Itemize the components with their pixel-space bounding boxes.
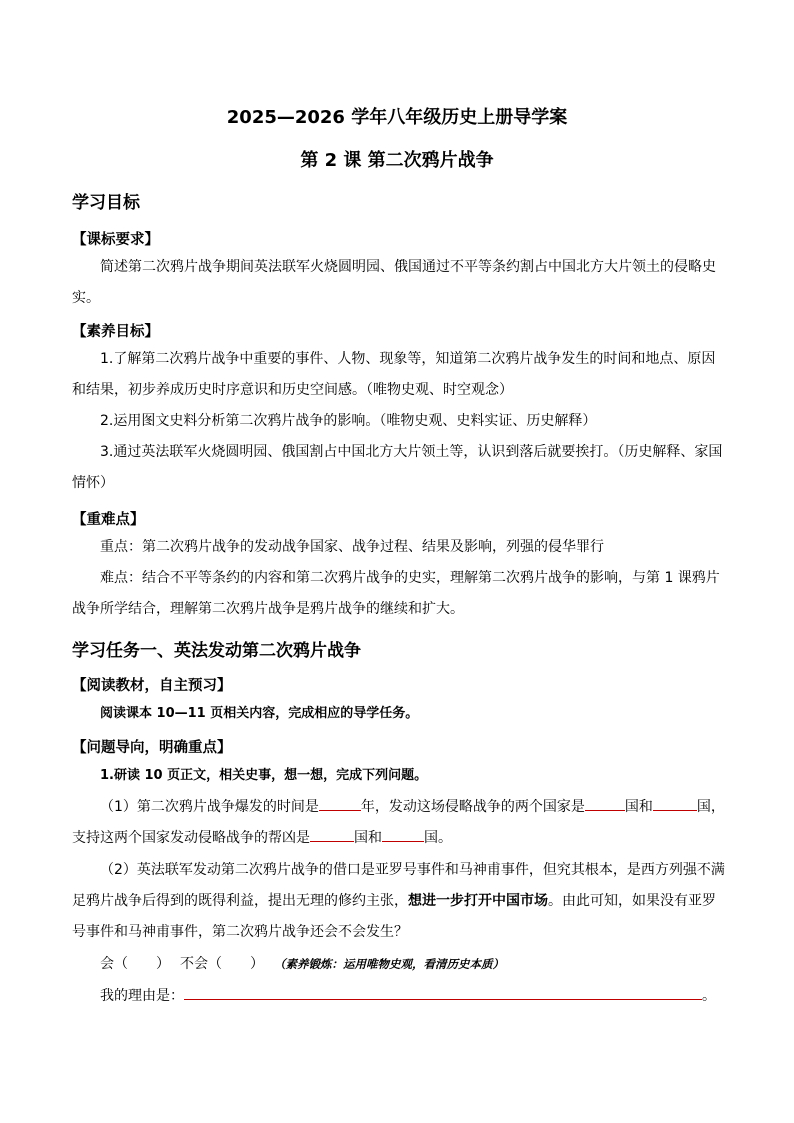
document-title: 2025—2026 学年八年级历史上册导学案 bbox=[226, 107, 568, 128]
question-1 bbox=[72, 792, 752, 854]
key-points-label: 【重难点】 bbox=[72, 512, 145, 528]
literacy-hint: （素养锻炼：运用唯物史观，看清历史本质） bbox=[274, 957, 504, 971]
q2-text-a: （2）英法联军发动第二次鸦片战争的借口是亚罗号事件和马神甫事件，但究其根本，是西方列强不满足鸦片战争后得到的既得利益，提出无理的修约主张， bbox=[72, 862, 725, 909]
key-point-text: 重点：第二次鸦片战争的发动战争国家、战争过程、结果及影响，列强的侵华罪行 bbox=[100, 539, 604, 555]
option-yes[interactable]: 会（ ） bbox=[100, 956, 170, 972]
curriculum-text: 简述第二次鸦片战争期间英法联军火烧圆明园、俄国通过不平等条约割占中国北方大片领土的侵略史实。 bbox=[72, 259, 716, 306]
reading-label: 【阅读教材，自主预习】 bbox=[72, 678, 232, 694]
q1-text-g: 国。 bbox=[424, 830, 452, 846]
literacy-item-2: 2.运用图文史料分析第二次鸦片战争的影响。（唯物史观、史料实证、历史解释） bbox=[100, 413, 597, 429]
q1-text-a: （1）第二次鸦片战争爆发的时间是 bbox=[100, 799, 319, 815]
q1-text-b: 年，发动这场侵略战争的两个国家是 bbox=[360, 799, 585, 815]
reading-text: 阅读课本 10—11 页相关内容，完成相应的导学任务。 bbox=[100, 706, 419, 721]
answer-options bbox=[100, 949, 720, 980]
curriculum-label: 【课标要求】 bbox=[72, 232, 159, 248]
literacy-item-1: 1.了解第二次鸦片战争中重要的事件、人物、现象等，知道第二次鸦片战争发生的时间和地点、原因和结果，初步养成历史时序意识和历史空间感。（唯物史观、时空观念） bbox=[72, 351, 716, 398]
lesson-title: 第 2 课 第二次鸦片战争 bbox=[300, 150, 494, 171]
question-intro: 1.研读 10 页正文，相关史事，想一想，完成下列问题。 bbox=[100, 768, 428, 783]
country-blank-1[interactable] bbox=[585, 796, 625, 811]
country-blank-2[interactable] bbox=[653, 796, 697, 811]
reason-end: 。 bbox=[702, 988, 716, 1004]
accomplice-blank-2[interactable] bbox=[382, 827, 424, 842]
q1-text-e: 支持这两个国家发动侵略战争的帮凶是 bbox=[72, 830, 310, 846]
q2-text-b: 。由此可知，如果没有亚罗号事件和马神甫事件，第二次鸦片战争还会不会发生？ bbox=[72, 893, 716, 940]
question-label: 【问题导向，明确重点】 bbox=[72, 740, 232, 756]
goals-heading: 学习目标 bbox=[72, 193, 140, 213]
q2-emphasis: 想进一步打开中国市场 bbox=[408, 893, 548, 909]
reason-blank[interactable] bbox=[184, 985, 702, 1000]
literacy-item-3: 3.通过英法联军火烧圆明园、俄国割占中国北方大片领土等，认识到落后就要挨打。（历史解释、家国情怀） bbox=[72, 444, 723, 491]
difficult-point-text: 难点：结合不平等条约的内容和第二次鸦片战争的史实，理解第二次鸦片战争的影响，与第 1 课鸦片战争所学结合，理解第二次鸦片战争是鸦片战争的继续和扩大。 bbox=[72, 570, 720, 617]
reason-line bbox=[100, 981, 720, 1012]
q1-text-c: 国和 bbox=[624, 799, 653, 815]
option-no[interactable]: 不会（ ） bbox=[180, 956, 264, 972]
reason-label: 我的理由是： bbox=[100, 988, 184, 1004]
q1-text-f: 国和 bbox=[354, 830, 382, 846]
literacy-label: 【素养目标】 bbox=[72, 324, 159, 340]
q1-text-d: 国， bbox=[696, 799, 725, 815]
task1-heading: 学习任务一、英法发动第二次鸦片战争 bbox=[72, 641, 361, 661]
question-2 bbox=[72, 855, 728, 948]
year-blank[interactable] bbox=[319, 796, 361, 811]
accomplice-blank-1[interactable] bbox=[310, 827, 354, 842]
